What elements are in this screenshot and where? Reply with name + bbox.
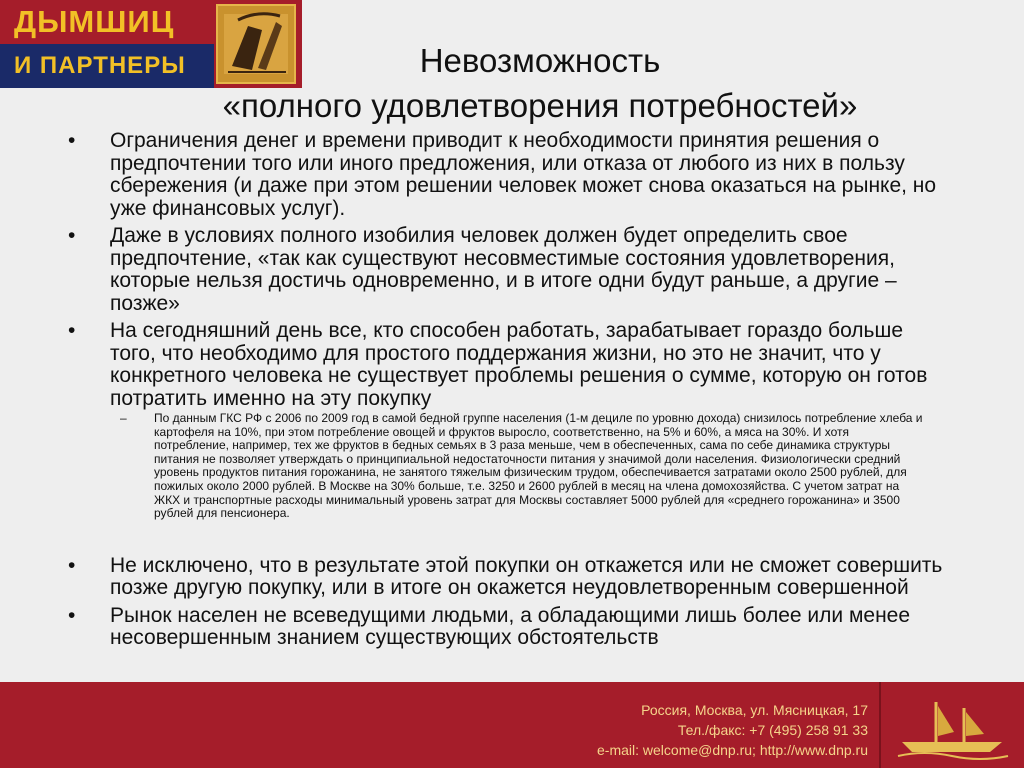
- bullet-text: Не исключено, что в результате этой покупки он откажется или не сможет совершить позже другую покупку, или в итоге он окажется неудовлетворенным совершенной: [110, 553, 943, 600]
- footer-phone: Тел./факс: +7 (495) 258 91 33: [677, 722, 868, 738]
- ship-emblem-icon: [894, 692, 1012, 760]
- bullet-item: [68, 225, 948, 315]
- bullet-item: [68, 320, 948, 410]
- bullet-item: [68, 605, 948, 650]
- bullet-marker: •: [68, 129, 76, 152]
- bullet-item: [68, 555, 948, 600]
- bullet-text: Ограничения денег и времени приводит к необходимости принятия решения о предпочтении того или иного предложения, или отказа от любого из них в пользу сбережения (и даже при этом решении человек может снова оказаться на рынке, но уже финансовых услуг).: [110, 129, 937, 220]
- bullet-marker: •: [68, 319, 76, 342]
- footer-bar: [0, 682, 1024, 768]
- bullet-marker: •: [68, 553, 76, 577]
- sub-bullet-text: По данным ГКС РФ с 2006 по 2009 год в самой бедной группе населения (1-м дециле по уровню дохода) снизилось потребление хлеба и картофеля на 10%, при этом потребление овощей и фруктов выросло, соответственно, на 5% и 60%, а мяса на 30%. И хотя потребление, например, тех же фруктов в бедных семьях в 3 раза меньше, чем в обеспеченных, сама по себе динамика структуры питания не позволяет утверждать о принципиальной недостаточности питания у значимой доли населения. Физиологически средний уровень продуктов питания горожанина, не занятого тяжелым физическим трудом, обеспечивается затратами около 2500 рублей, для пожилых около 2000 рублей. В Москве на 30% больше, т.е. 3250 и 2600 рублей в месяц на члена домохозяйства. С учетом затрат на ЖКХ и транспортные расходы минимальный уровень затрат для Москвы составляет 5000 рублей для «среднего горожанина» и 3500 рублей для пенсионера.: [154, 411, 923, 521]
- bullet-text: Рынок населен не всеведущими людьми, а обладающими лишь более или менее несовершенным знанием существующих обстоятельств: [110, 603, 911, 650]
- bullet-text: На сегодняшний день все, кто способен работать, зарабатывает гораздо больше того, что необходимо для простого поддержания жизни, но это не значит, что у конкретного человека не существует проблемы решения о сумме, которую он готов потратить именно на эту покупку: [110, 319, 928, 410]
- footer-contacts: e-mail: welcome@dnp.ru; http://www.dnp.ru: [597, 742, 868, 758]
- slide-title: [110, 38, 970, 128]
- slide-title-line-1: Невозможность: [419, 42, 661, 79]
- logo-line-2: И ПАРТНЕРЫ: [14, 52, 186, 79]
- bullet-marker: •: [68, 224, 76, 247]
- bullet-marker: •: [68, 603, 76, 627]
- footer-contact-info: [597, 700, 868, 760]
- bullet-text: Даже в условиях полного изобилия человек должен будет определить свое предпочтение, «так как существуют несовместимые состояния удовлетворения, которые нельзя достичь одновременно, и в итоге одни будут раньше, а другие – позже»: [110, 224, 897, 315]
- bullet-item: [68, 130, 948, 220]
- footer-divider: [879, 682, 881, 768]
- spacer: [68, 521, 948, 555]
- slide-title-line-2: «полного удовлетворения потребностей»: [222, 87, 858, 124]
- sub-bullet-marker: –: [120, 411, 127, 425]
- logo-line-1: ДЫМШИЦ: [14, 4, 175, 39]
- footer-address: Россия, Москва, ул. Мясницкая, 17: [641, 702, 868, 718]
- slide-content: [68, 130, 948, 650]
- sub-bullet-item: [120, 411, 924, 521]
